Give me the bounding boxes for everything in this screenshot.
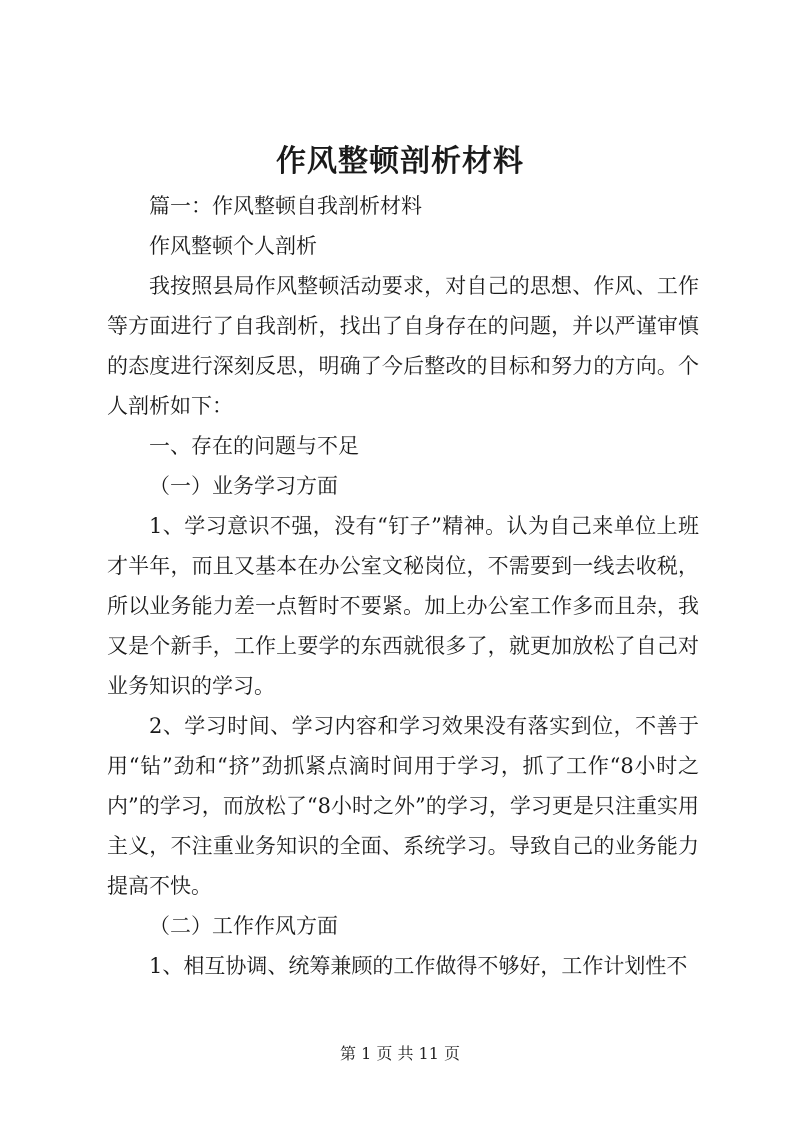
paragraph: 1、学习意识不强，没有“钉子”精神。认为自己来单位上班才半年，而且又基本在办公室文秘岗位，不需要到一线去收税，所以业务能力差一点暂时不要紧。加上办公室工作多而且杂，我又是个新手，工作上要学的东西就很多了，就更加放松了自己对业务知识的学习。 — [107, 514, 699, 698]
paragraph: 一、存在的问题与不足 — [149, 434, 359, 458]
paragraph: 作风整顿个人剖析 — [149, 234, 317, 258]
paragraph: 我按照县局作风整顿活动要求，对自己的思想、作风、工作等方面进行了自我剖析，找出了自身存在的问题，并以严谨审慎的态度进行深刻反思，明确了今后整改的目标和努力的方向。个人剖析如下： — [107, 274, 699, 418]
paragraph: （一）业务学习方面 — [149, 474, 338, 498]
paragraph: 2、学习时间、学习内容和学习效果没有落实到位，不善于用“钻”劲和“挤”劲抓紧点滴时间用于学习，抓了工作“8小时之内”的学习，而放松了“8小时之外”的学习，学习更是只注重实用主义，不注重业务知识的全面、系统学习。导致自己的业务能力提高不快。 — [107, 714, 699, 898]
paragraph: 1、相互协调、统筹兼顾的工作做得不够好，工作计划性不 — [149, 954, 688, 978]
paragraph: 篇一：作风整顿自我剖析材料 — [149, 194, 422, 218]
page-indicator: 第 1 页 共 11 页 — [340, 1044, 460, 1063]
document-body — [107, 186, 699, 986]
document-title: 作风整顿剖析材料 — [276, 144, 524, 179]
paragraph: （二）工作作风方面 — [149, 914, 338, 938]
